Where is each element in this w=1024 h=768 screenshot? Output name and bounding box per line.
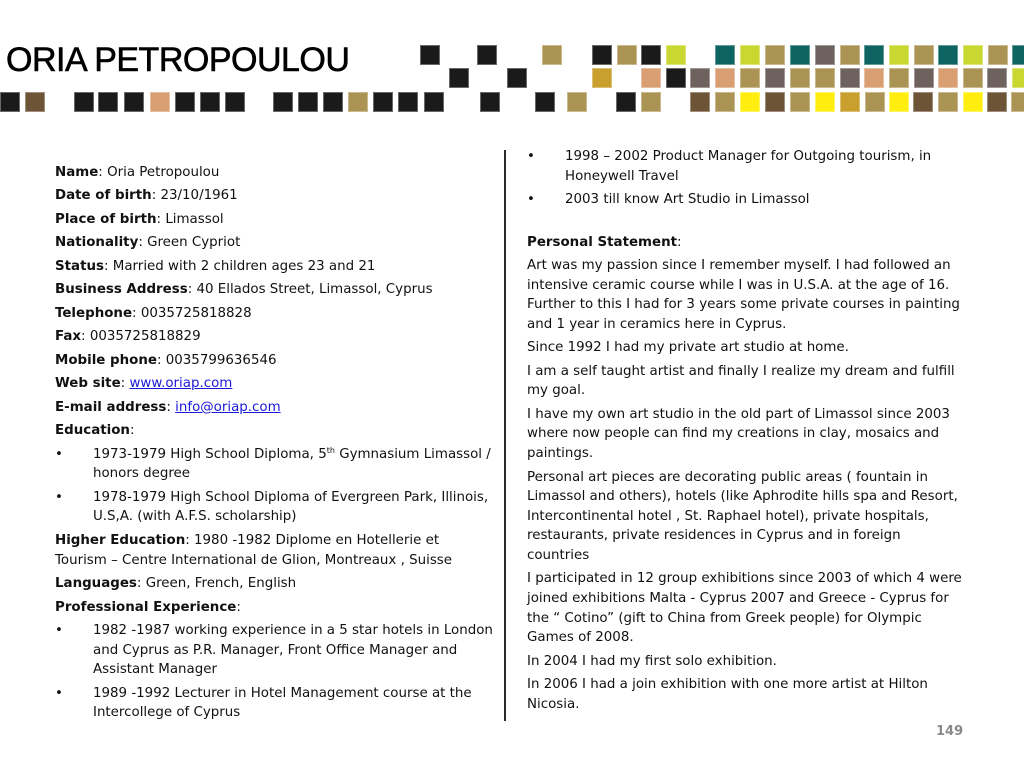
mosaic-square xyxy=(323,92,343,112)
email-link[interactable]: info@oriap.com xyxy=(175,399,281,415)
field-label: Web site xyxy=(55,376,121,392)
field-label: E-mail address xyxy=(55,399,167,415)
education-item xyxy=(55,488,495,527)
education-text: 1978-1979 High School Diploma of Evergreen Park, Illinois, U.S,A. (with A.F.S. scholarship) xyxy=(93,489,489,525)
mosaic-square xyxy=(790,45,810,65)
experience-text: 1982 -1987 working experience in a 5 star hotels in London and Cyprus as P.R. Manager, Front Office Manager and Assistant Manager xyxy=(93,623,493,678)
field-separator: : xyxy=(120,376,130,392)
experience-item xyxy=(55,684,495,723)
mosaic-square xyxy=(790,92,810,112)
mosaic-square xyxy=(480,92,500,112)
mosaic-square xyxy=(592,45,612,65)
field-status xyxy=(55,257,495,277)
mosaic-square xyxy=(790,68,810,88)
mosaic-square xyxy=(765,45,785,65)
ordinal-suffix: th xyxy=(326,445,335,455)
experience-item xyxy=(527,190,967,210)
mosaic-square xyxy=(840,68,860,88)
mosaic-square xyxy=(740,68,760,88)
statement-paragraph: In 2006 I had a join exhibition with one more artist at Hilton Nicosia. xyxy=(527,677,928,712)
field-label: Status xyxy=(55,258,104,274)
mosaic-square xyxy=(398,92,418,112)
mosaic-square xyxy=(200,92,220,112)
field-business-address xyxy=(55,280,495,300)
mosaic-square xyxy=(987,92,1007,112)
field-separator: : xyxy=(151,188,161,204)
experience-text: 1998 – 2002 Product Manager for Outgoing tourism, in Honeywell Travel xyxy=(565,149,932,184)
statement-paragraph: Since 1992 I had my private art studio at home. xyxy=(527,340,849,356)
field-label: Fax xyxy=(55,329,82,345)
mosaic-square xyxy=(1011,92,1024,112)
field-place-of-birth xyxy=(55,210,495,230)
field-value: 23/10/1961 xyxy=(160,188,238,204)
statement-paragraph: I have my own art studio in the old part of Limassol since 2003 where now people can find my creations in clay, mosaics and paintings. xyxy=(527,406,950,462)
field-separator: : xyxy=(136,576,146,592)
mosaic-square xyxy=(864,68,884,88)
education-item xyxy=(55,445,495,484)
experience-item xyxy=(55,621,495,680)
statement-paragraph: I participated in 12 group exhibitions since 2003 of which 4 were joined exhibitions Malta - Cyprus 2007 and Greece - Cyprus for the “ Cotino” (gift to China from Greek people) for Olympic Games of 2008. xyxy=(527,571,962,646)
mosaic-square xyxy=(348,92,368,112)
field-separator: : xyxy=(129,423,135,439)
mosaic-square xyxy=(765,68,785,88)
mosaic-square xyxy=(938,45,958,65)
field-label: Date of birth xyxy=(55,188,152,204)
field-value: Oria Petropoulou xyxy=(107,165,220,180)
field-value: Green Cypriot xyxy=(147,235,241,251)
mosaic-square xyxy=(98,92,118,112)
field-separator: : xyxy=(166,399,176,415)
mosaic-square xyxy=(715,45,735,65)
mosaic-square xyxy=(225,92,245,112)
column-divider xyxy=(504,150,506,721)
mosaic-square xyxy=(535,92,555,112)
education-heading xyxy=(55,421,495,441)
field-separator: : xyxy=(104,258,113,274)
field-website xyxy=(55,374,495,394)
page-number: 149 xyxy=(936,724,964,739)
mosaic-square xyxy=(567,92,587,112)
mosaic-square xyxy=(690,68,710,88)
mosaic-square xyxy=(840,92,860,112)
field-value: 0035799636546 xyxy=(165,352,277,368)
mosaic-square xyxy=(690,92,710,112)
field-name xyxy=(55,163,495,183)
experience-text: 1989 -1992 Lecturer in Hotel Management course at the Intercollege of Cyprus xyxy=(93,685,472,721)
mosaic-square xyxy=(507,68,527,88)
mosaic-square xyxy=(864,45,884,65)
bullet-icon: • xyxy=(55,489,63,505)
mosaic-square xyxy=(641,68,661,88)
field-value: 1980 -1982 Diplome en Hotellerie et Tourism – Centre International de Glion, Montreaux , Suisse xyxy=(55,532,453,568)
mosaic-square xyxy=(542,45,562,65)
field-separator: : xyxy=(98,165,108,180)
field-label: Mobile phone xyxy=(55,352,157,368)
page-title: ORIA PETROPOULOU xyxy=(6,41,350,79)
mosaic-square xyxy=(298,92,318,112)
mosaic-square xyxy=(963,45,983,65)
mosaic-square xyxy=(740,45,760,65)
mosaic-square xyxy=(889,45,909,65)
field-nationality xyxy=(55,233,495,253)
mosaic-square xyxy=(373,92,393,112)
statement-paragraph: I am a self taught artist and finally I realize my dream and fulfill my goal. xyxy=(527,363,955,399)
mosaic-square xyxy=(124,92,144,112)
mosaic-square xyxy=(715,68,735,88)
mosaic-square xyxy=(616,92,636,112)
field-separator: : xyxy=(185,532,195,548)
mosaic-square xyxy=(914,45,934,65)
mosaic-square xyxy=(889,92,909,112)
mosaic-square xyxy=(175,92,195,112)
education-text: 1973-1979 High School Diploma, 5 xyxy=(93,446,327,462)
field-higher-education xyxy=(55,531,495,570)
mosaic-square xyxy=(1012,45,1024,65)
field-email xyxy=(55,398,495,418)
field-label: Telephone xyxy=(55,305,133,321)
field-label: Languages xyxy=(55,576,137,592)
mosaic-square xyxy=(1012,68,1024,88)
field-fax xyxy=(55,327,495,347)
mosaic-square xyxy=(987,68,1007,88)
mosaic-square xyxy=(715,92,735,112)
field-date-of-birth xyxy=(55,186,495,206)
mosaic-square xyxy=(424,92,444,112)
left-column xyxy=(55,163,495,727)
mosaic-square xyxy=(988,45,1008,65)
statement-paragraph: Personal art pieces are decorating public areas ( fountain in Limassol and others), hotels (like Aphrodite hills spa and Resort, Intercontinental hotel , St. Raphael hotel), private hospitals, restaurants, private residences in Cyprus and in foreign countries xyxy=(527,469,958,563)
field-label: Nationality xyxy=(55,235,139,251)
mosaic-square xyxy=(765,92,785,112)
field-value: 0035725818828 xyxy=(140,305,252,321)
bullet-icon: • xyxy=(55,623,63,639)
mosaic-square xyxy=(449,68,469,88)
mosaic-square xyxy=(815,92,835,112)
right-column xyxy=(527,147,967,718)
mosaic-square xyxy=(273,92,293,112)
field-separator: : xyxy=(677,234,682,250)
section-label: Education xyxy=(55,423,130,439)
mosaic-square xyxy=(815,68,835,88)
website-link[interactable]: www.oriap.com xyxy=(129,376,233,392)
mosaic-square xyxy=(963,92,983,112)
bullet-icon: • xyxy=(55,685,63,701)
mosaic-square xyxy=(963,68,983,88)
field-separator: : xyxy=(81,329,90,345)
mosaic-square xyxy=(865,92,885,112)
field-label: Business Address xyxy=(55,282,188,298)
statement-paragraph: Art was my passion since I remember myself. I had followed an intensive ceramic course while I was in U.S.A. at the age of 16. Further to this I had for 3 years some private courses in painting and 1 year in ceramics here in Cyprus. xyxy=(527,258,960,332)
mosaic-square xyxy=(840,45,860,65)
field-value: Limassol xyxy=(165,211,224,227)
field-label: Place of birth xyxy=(55,211,157,227)
field-languages xyxy=(55,574,495,594)
experience-item xyxy=(527,147,967,186)
mosaic-square xyxy=(913,92,933,112)
mosaic-square xyxy=(617,45,637,65)
mosaic-square xyxy=(666,68,686,88)
mosaic-square xyxy=(0,92,20,112)
field-separator: : xyxy=(132,305,141,321)
mosaic-square xyxy=(420,45,440,65)
field-telephone xyxy=(55,304,495,324)
field-value: Married with 2 children ages 23 and 21 xyxy=(112,258,376,274)
experience-text: 2003 till know Art Studio in Limassol xyxy=(565,192,810,208)
statement-heading xyxy=(527,233,967,253)
mosaic-square xyxy=(641,45,661,65)
bullet-icon: • xyxy=(55,446,63,462)
field-value: 40 Ellados Street, Limassol, Cyprus xyxy=(196,282,433,298)
mosaic-square xyxy=(914,68,934,88)
mosaic-square xyxy=(666,45,686,65)
mosaic-square xyxy=(938,92,958,112)
field-value: 0035725818829 xyxy=(89,329,201,345)
section-label: Professional Experience xyxy=(55,599,237,615)
mosaic-square xyxy=(740,92,760,112)
mosaic-square xyxy=(889,68,909,88)
field-separator: : xyxy=(138,235,148,251)
field-label: Name xyxy=(55,165,99,180)
experience-heading xyxy=(55,598,495,618)
mosaic-square xyxy=(477,45,497,65)
section-label: Personal Statement xyxy=(527,234,678,250)
mosaic-square xyxy=(150,92,170,112)
statement-paragraph: In 2004 I had my first solo exhibition. xyxy=(527,653,777,669)
field-label: Higher Education xyxy=(55,532,186,548)
field-separator: : xyxy=(156,352,166,368)
mosaic-square xyxy=(938,68,958,88)
mosaic-square xyxy=(592,68,612,88)
education-text: Gymnasium Limassol / honors degree xyxy=(93,446,491,482)
field-value: Green, French, English xyxy=(145,576,297,592)
mosaic-square xyxy=(641,92,661,112)
mosaic-square xyxy=(25,92,45,112)
spacer xyxy=(527,214,967,233)
bullet-icon: • xyxy=(527,192,535,208)
field-separator: : xyxy=(236,599,241,615)
field-separator: : xyxy=(156,211,166,227)
bullet-icon: • xyxy=(527,149,535,164)
field-separator: : xyxy=(187,282,197,298)
mosaic-square xyxy=(815,45,835,65)
mosaic-square xyxy=(74,92,94,112)
field-mobile-phone xyxy=(55,351,495,371)
